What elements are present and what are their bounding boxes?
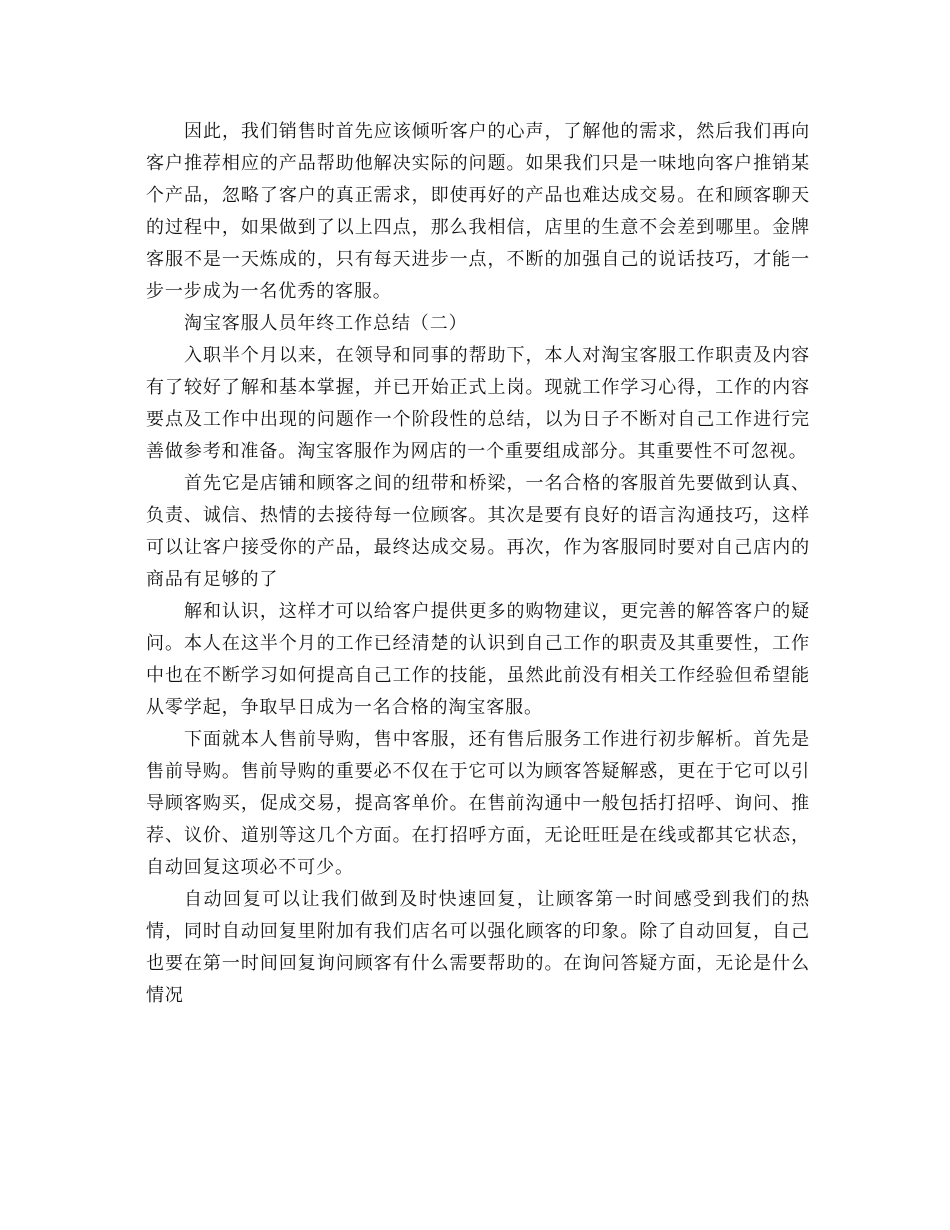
paragraph-presales: 下面就本人售前导购，售中客服，还有售后服务工作进行初步解析。首先是售前导购。售前导购的重要必不仅在于它可以为顾客答疑解惑，更在于它可以引导顾客购买，促成交易，提高客单价。在售前沟通中一般包括打招呼、询问、推荐、议价、道别等这几个方面。在打招呼方面，无论旺旺是在线或都其它状态，自动回复这项必不可少。 <box>146 729 810 878</box>
paragraph-onboarding: 入职半个月以来，在领导和同事的帮助下，本人对淘宝客服工作职责及内容有了较好了解和基本掌握，并已开始正式上岗。现就工作学习心得，工作的内容要点及工作中出现的问题作一个阶段性的总结，以为日子不断对自己工作进行完善做参考和准备。淘宝客服作为网店的一个重要组成部分。其重要性不可忽视。 <box>146 345 810 462</box>
paragraph-knowledge: 解和认识，这样才可以给客户提供更多的购物建议，更完善的解答客户的疑问。本人在这半个月的工作已经清楚的认识到自己工作的职责及其重要性，工作中也在不断学习如何提高自己工作的技能，虽然此前没有相关工作经验但希望能从零学起，争取早日成为一名合格的淘宝客服。 <box>146 601 810 718</box>
section-heading: 淘宝客服人员年终工作总结（二） <box>184 313 468 334</box>
paragraph-intro: 因此，我们销售时首先应该倾听客户的心声，了解他的需求，然后我们再向客户推荐相应的产品帮助他解决实际的问题。如果我们只是一味地向客户推销某个产品，忽略了客户的真正需求，即使再好的产品也难达成交易。在和顾客聊天的过程中，如果做到了以上四点，那么我相信，店里的生意不会差到哪里。金牌客服不是一天炼成的，只有每天进步一点，不断的加强自己的说话技巧，才能一步一步成为一名优秀的客服。 <box>146 121 810 302</box>
paragraph-autoreply: 自动回复可以让我们做到及时快速回复，让顾客第一时间感受到我们的热情，同时自动回复里附加有我们店名可以强化顾客的印象。除了自动回复，自己也要在第一时间回复询问顾客有什么需要帮助的。在询问答疑方面，无论是什么情况 <box>146 889 810 1006</box>
paragraph-role: 首先它是店铺和顾客之间的纽带和桥梁，一名合格的客服首先要做到认真、负责、诚信、热情的去接待每一位顾客。其次是要有良好的语言沟通技巧，这样可以让客户接受你的产品，最终达成交易。再次，作为客服同时要对自己店内的商品有足够的了 <box>146 473 810 590</box>
document-page <box>146 116 810 1012</box>
